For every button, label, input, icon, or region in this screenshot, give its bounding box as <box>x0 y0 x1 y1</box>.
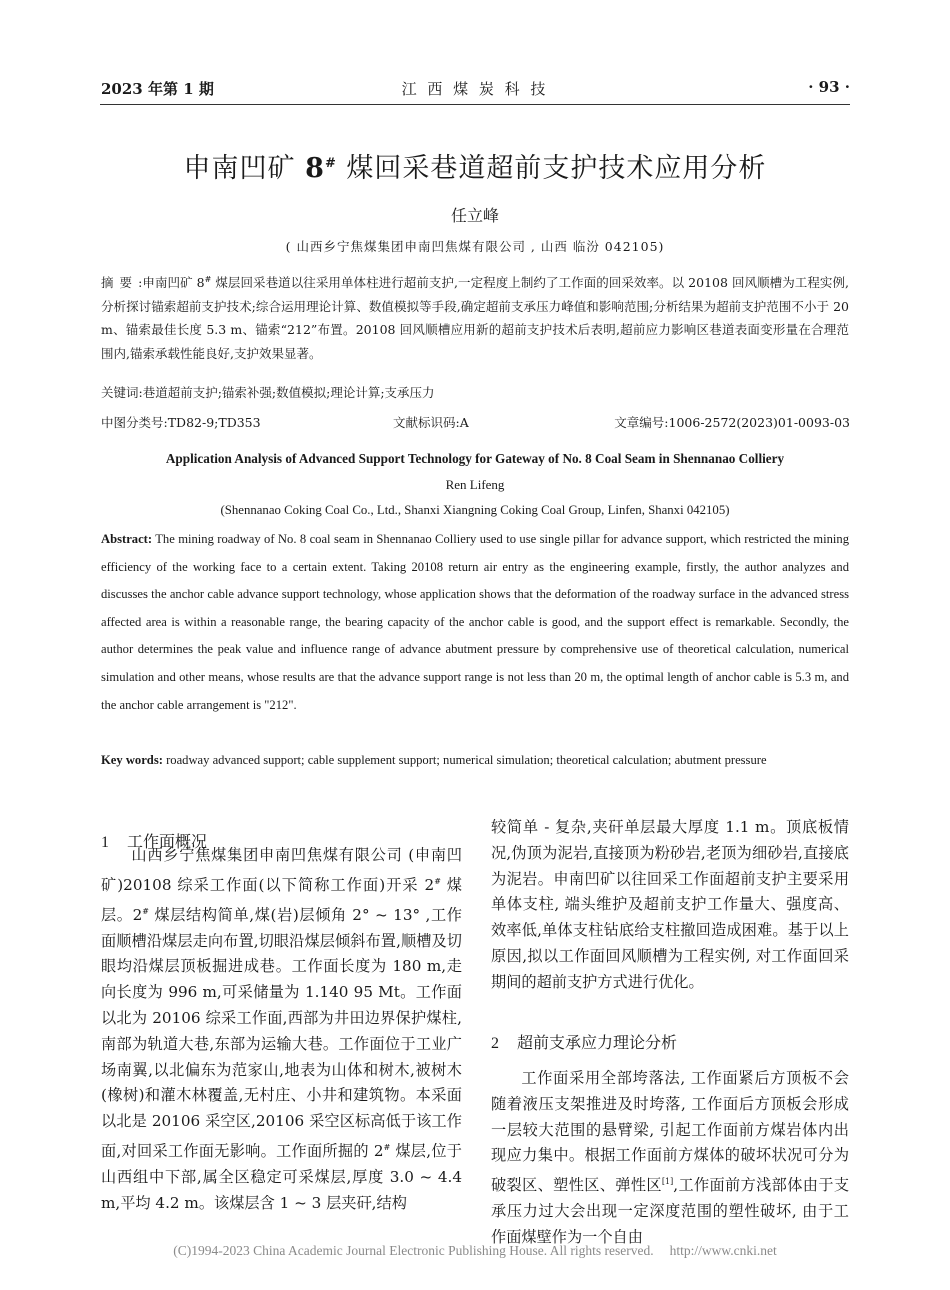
article-number: 文章编号:1006-2572(2023)01-0093-03 <box>614 415 850 430</box>
s1-text-a: 山西乡宁焦煤集团申南凹焦煤有限公司 (申南凹矿)20108 综采工作面(以下简称工作面)开采 2 <box>101 846 462 894</box>
english-keywords-text: roadway advanced support; cable supplement support; numerical simulation; theoretical calculation; abutment pressure <box>166 753 767 767</box>
section-1-paragraph-cont: 较简单 - 复杂,夹矸单层最大厚度 1.1 m。顶底板情况,伪顶为泥岩,直接顶为粉砂岩,老顶为细砂岩,直接底为泥岩。申南凹矿以往回采工作面超前支护主要采用单体支柱, 端头维护及超前支护工作量大、强度高、效率低,单体支柱钻底给支柱撤回造成困难。基于以上原因,拟以工作面回风顺槽为工程实例, 对工作面回采期间的超前支护方式进行优化。 <box>491 818 849 991</box>
page-number: · 93 · <box>808 78 850 96</box>
document-code: 文献标识码:A <box>393 415 469 430</box>
clc-number: 中图分类号:TD82-9;TD353 <box>101 415 261 430</box>
section-1-title: 工作面概况 <box>127 832 208 851</box>
s1-mark-3: # <box>383 1142 391 1152</box>
s1-mark-1: # <box>434 876 441 886</box>
abstract-cn-text-cont: 煤层回采巷道以往采用单体柱进行超前支护,一定程度上制约了工作面的回采效率。以 20108 回风顺槽为工程实例,分析探讨锚索超前支护技术;综合运用理论计算、数值模拟等手段,确定超前支承压力峰值和影响范围;分析结果为超前支护范围不小于 20 m、锚索最佳长度 5.3 m、锚索“212”布置。20108 回风顺槽应用新的超前支护技术后表明,超前应力影响区巷道表面变形量在合理范围内,锚索承载性能良好,支护效果显著。 <box>101 275 849 361</box>
left-column <box>101 843 462 1216</box>
abstract-cn <box>101 268 849 365</box>
abstract-cn-mark: # <box>204 275 212 284</box>
english-affiliation: (Shennanao Coking Coal Co., Ltd., Shanxi Xiangning Coking Coal Group, Linfen, Shanxi 042105) <box>220 503 730 517</box>
section-1-paragraph <box>101 843 462 1216</box>
article-title <box>0 146 950 185</box>
english-abstract-label: Abstract: <box>101 532 153 546</box>
section-2-paragraph <box>491 1066 849 1251</box>
abstract-cn-text: :申南凹矿 8 <box>138 275 205 291</box>
s2-text-b: ,工作面前方浅部体由于支承压力过大会出现一定深度范围的塑性破坏, 由于工作面煤壁作为一个自由 <box>491 1176 850 1246</box>
abstract-cn-label: 摘要 <box>101 275 139 291</box>
s1-text-c: 煤层结构简单,煤(岩)层倾角 2° ~ 13° ,工作面顺槽沿煤层走向布置,切眼沿煤层倾斜布置,顺槽及切眼均沿煤层顶板掘进成巷。工作面长度为 180 m,走向长度为 996 m,可采储量为 1.140 95 Mt。工作面以北为 20106 综采工作面,西部为井田边界保护煤柱,南部为轨道大巷,东部为运输大巷。工作面位于工业广场南翼,以北偏东为范家山,地表为山体和树木,被树木(橡树)和灌木林覆盖,无村庄、小井和建筑物。本采面以北是 20106 采空区,20106 采空区标高低于该工作面,对回采工作面无影响。工作面所掘的 2 <box>101 905 462 1160</box>
s2-text-a: 工作面采用全部垮落法, 工作面紧后方顶板不会随着液压支架推进及时垮落, 工作面后方顶板会形成一层较大范围的悬臂梁, 引起工作面前方煤岩体内出现应力集中。根据工作面前方煤体的破坏状况可分为破裂区、塑性区、弹性区 <box>491 1069 849 1195</box>
s1-mark-2: # <box>142 906 149 916</box>
keywords-cn: 关键词:巷道超前支护;锚索补强;数值模拟;理论计算;支承压力 <box>101 385 435 400</box>
right-column <box>491 815 849 996</box>
s2-citation: [1] <box>661 1177 674 1187</box>
header-rule <box>100 104 850 105</box>
author-name: 任立峰 <box>450 206 499 225</box>
copyright-text: (C)1994-2023 China Academic Journal Electronic Publishing House. All rights reserved. <box>173 1243 654 1258</box>
s1-text-d: 煤层,位于山西组中下部,属全区稳定可采煤层,厚度 3.0 ~ 4.4 m,平均 4.2 m。该煤层含 1 ~ 3 层夹矸,结构 <box>101 1141 462 1212</box>
english-keywords-label: Key words: <box>101 753 163 767</box>
english-author: Ren Lifeng <box>445 477 505 492</box>
section-1-number: 1 <box>101 834 109 851</box>
english-abstract <box>101 526 849 719</box>
english-keywords <box>101 747 849 775</box>
copyright-footer <box>0 1243 950 1259</box>
section-2-number: 2 <box>491 1035 499 1052</box>
english-title: Application Analysis of Advanced Support Technology for Gateway of No. 8 Coal Seam in Shennanao Colliery <box>165 451 785 466</box>
title-seam-number: 8 <box>305 153 325 184</box>
s1-text-b: 煤层。2 <box>101 875 462 924</box>
journal-name: 江 西 煤 炭 科 技 <box>401 80 549 98</box>
title-seam-mark: # <box>324 156 337 171</box>
cnki-url[interactable]: http://www.cnki.net <box>669 1243 777 1258</box>
author-affiliation: ( 山西乡宁焦煤集团申南凹焦煤有限公司 , 山西 临汾 042105) <box>285 239 665 254</box>
section-2-title: 超前支承应力理论分析 <box>517 1033 678 1052</box>
issue-label: 2023 年第 1 期 <box>101 80 214 98</box>
section-2-heading <box>491 1030 677 1053</box>
english-abstract-text: The mining roadway of No. 8 coal seam in Shennanao Colliery used to use single pillar for advance support, which restricted the mining efficiency of the working face to a certain extent. Taking 20108 return air entry as the engineering example, firstly, the author analyzes and discusses the anchor cable advance support technology, whose application shows that the deformation of the roadway surface in the advanced stress affected area is within a reasonable range, the bearing capacity of the anchor cable is good, and the support effect is remarkable. Secondly, the author determines the peak value and influence range of advance abutment pressure by comprehensive use of theoretical calculation, numerical simulation and other means, whose results are that the advance support range is not less than 20 m, the optimal length of anchor cable is 5.3 m, and the anchor cable arrangement is "212". <box>101 532 849 712</box>
title-prefix: 申南凹矿 <box>183 153 306 184</box>
title-suffix: 煤回采巷道超前支护技术应用分析 <box>336 153 767 184</box>
